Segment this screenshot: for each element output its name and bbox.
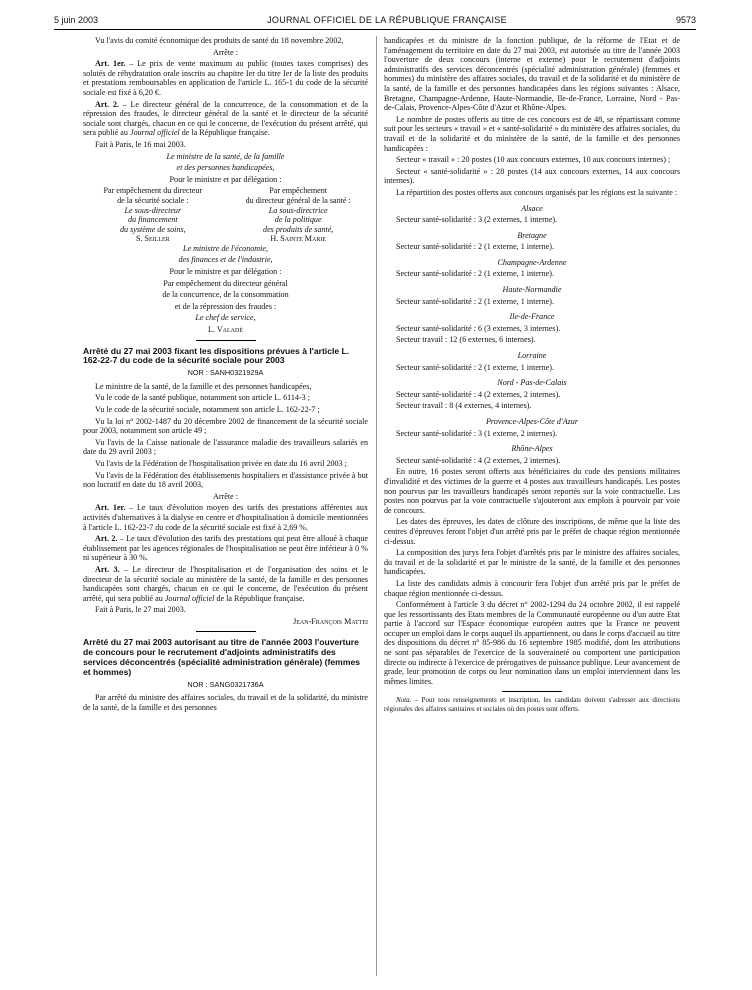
signature-line: du système de soins, (120, 224, 186, 234)
region-allocation: Secteur travail : 8 (4 externes, 4 internes). (396, 401, 532, 411)
page-header (54, 12, 696, 28)
region-allocation: Secteur santé-solidarité : 2 (1 externe, 1 interne). (396, 362, 554, 372)
decree-title: Arrêté du 27 mai 2003 autorisant au titre de l'année 2003 l'ouverture de concours pour le recrutement d'adjoints administratifs des services déconcentrés (spécialité administration générale) (femmes et hommes) (83, 637, 361, 677)
text-paragraph: Les dates des épreuves, les dates de clôture des inscriptions, de même que la liste des centres d'épreuves feront l'objet d'un arrêté pris par le préfet de chaque région mentionnée ci-dessus. (384, 517, 680, 546)
article-paragraph (83, 503, 368, 532)
text-paragraph: Par arrêté du ministre des affaires sociales, du travail et de la solidarité, du ministre de la santé, de la famille et des personnes (83, 693, 368, 712)
text-paragraph: Secteur « travail » : 20 postes (10 aux concours externes, 10 aux concours internes) ; (396, 155, 671, 165)
region-heading: Ile-de-France (509, 312, 555, 322)
region-allocation: Secteur santé-solidarité : 3 (1 externe, 2 internes). (396, 428, 558, 438)
signature-line: Pour le ministre et par délégation : (169, 267, 282, 277)
signature-line: Par empêchement (269, 186, 328, 196)
article-paragraph (83, 100, 368, 138)
nor-reference: NOR : SANH0321929A (187, 368, 264, 378)
region-allocation: Secteur santé-solidarité : 2 (1 externe, 1 interne). (396, 242, 554, 252)
regions-list (384, 204, 680, 466)
signatory-name: H. Sainte Marie (270, 234, 326, 244)
nota-paragraph (384, 696, 680, 713)
signature-line: Le ministre de l'économie, (182, 243, 269, 253)
text-paragraph: Conformément à l'article 3 du décret n° 2002-1294 du 24 octobre 2002, il est rappelé que les ressortissants des Etats membres de la Communauté européenne ou d'un autre Etat partie à l'accord sur l'Espace économique européen autres que la France ne peuvent occuper un emploi dans le corps auquel ils appartiennent, ou dans le corps d'accueil au titre des dispositions du décret n° 85-986 du 16 septembre 1985 modifié, dont les attributions ne sont pas séparables de l'exercice de la souveraineté ou comportent une participation directe ou indirecte à l'exercice de prérogatives de puissance publique. Leur avancement de grade, leur promotion de corps ou leur nomination dans un emploi interviennent dans les mêmes limites. (384, 600, 680, 686)
region-heading: Champagne-Ardenne (497, 257, 567, 267)
region-allocation: Secteur travail : 12 (6 externes, 6 internes). (396, 335, 536, 345)
arrete-heading: Arrête : (213, 491, 238, 501)
section-separator (502, 691, 562, 692)
visa-paragraph: Vu l'avis de la Caisse nationale de l'assurance maladie des travailleurs salariés en date du 29 avril 2003 ; (83, 437, 368, 457)
region-allocation: Secteur santé-solidarité : 4 (2 externes, 2 internes). (396, 389, 561, 399)
text-paragraph: handicapées et du ministre de la fonction publique, de la réforme de l'Etat et de l'aménagement du territoire en date du 27 mai 2003, est autorisée au titre de l'année 2003 l'ouverture de deux concours (interne et externe) pour le recrutement d'adjoints administratifs des services déconcentrés (spécialité administration générale) (femmes et hommes) du ministère des affaires sociales, du travail et de la solidarité et du ministère de la santé, de la famille et des personnes handicapées dans les régions suivantes : Alsace, Bretagne, Champagne-Ardenne, Haute-Normandie, Ile-de-France, Lorraine, Nord - Pas-de-Calais, Provence-Alpes-Côte d'Azur et Rhône-Alpes. (384, 36, 680, 113)
signatory-name: Jean-François Mattei (293, 616, 368, 626)
signature-line: de la sécurité sociale : (117, 195, 189, 205)
text-paragraph: En outre, 16 postes seront offerts aux bénéficiaires du code des pensions militaires d'invalidité et des victimes de la guerre et 4 postes aux travailleurs handicapés. Les postes non pourvus par les travailleurs handicapés seront reportés sur la voie contractuelle. Les postes non pourvus par la voie contractuelle s'ajouteront aux emplois à pourvoir par voie de concours. (384, 467, 680, 515)
visa-paragraph: Vu le code de la sécurité sociale, notamment son article L. 162-22-7 ; (95, 405, 320, 414)
signature-line: Le sous-directeur (124, 205, 182, 215)
text-paragraph: Le nombre de postes offerts au titre de ces concours est de 48, se répartissant comme suit pour les secteurs « travail » et « santé-solidarité » du ministère des affaires sociales, du travail et de la solidarité et du ministère de la santé, de la famille et des personnes handicapées : (384, 114, 680, 153)
text-paragraph: La composition des jurys fera l'objet d'arrêtés pris par le ministre des affaires sociales, du travail et de la solidarité et par le ministre de la santé, de la famille et des personnes handicapées. (384, 548, 680, 577)
nota-text: – Pour tous renseignements et inscription, les candidats doivent s'adresser aux directions régionales des affaires sanitaires et sociales où des postes sont offerts. (384, 696, 680, 713)
article-paragraph (83, 565, 368, 603)
article-text: – Le taux d'évolution des tarifs des prestations qui peut être alloué à chaque établissement par les agences régionales de l'hospitalisation ne peut être inférieur à 0 % ni supérieur à 30 %. (83, 534, 368, 563)
article-label: Art. 2. (95, 534, 118, 544)
signature-line: et de la répression des fraudes : (174, 301, 277, 311)
nor-reference: NOR : SANG0321736A (187, 679, 264, 689)
signature-line: du financement (127, 215, 178, 225)
text-paragraph: La liste des candidats admis à concourir fera l'objet d'un arrêté pris par le préfet de chaque région mentionnée ci-dessus. (384, 578, 680, 598)
article-label: Art. 2. (95, 99, 119, 109)
region-allocation: Secteur santé-solidarité : 2 (1 externe, 1 interne). (396, 269, 554, 279)
header-page-number: 9573 (675, 15, 696, 25)
right-column (384, 36, 680, 715)
article-label: Art. 1er. (95, 503, 126, 513)
arrete-heading: Arrête : (213, 47, 238, 57)
article-paragraph (83, 534, 368, 563)
signature-line: Par empêchement du directeur (103, 186, 203, 196)
signature-line: des finances et de l'industrie, (178, 255, 273, 265)
visa-paragraph: Vu l'avis de la Fédération des établissements hospitaliers et d'assistance privée à but non lucratif en date du 18 avril 2003, (83, 470, 368, 490)
visa-paragraph: Vu le code de la santé publique, notamment son article L. 6114-3 ; (95, 393, 310, 403)
fait-line: Fait à Paris, le 27 mai 2003. (95, 605, 186, 615)
article-paragraph (83, 59, 368, 97)
signature-line: Le chef de service, (195, 313, 256, 323)
region-heading: Lorraine (517, 351, 547, 361)
signature-line: des produits de santé, (263, 224, 334, 234)
region-heading: Provence-Alpes-Côte d'Azur (485, 417, 578, 426)
signature-right (228, 186, 368, 244)
signature-line: de la concurrence, de la consommation (162, 290, 289, 300)
header-rule (54, 29, 696, 30)
column-separator (376, 36, 377, 976)
visa-paragraph: Vu la loi n° 2002-1487 du 20 décembre 2002 de financement de la sécurité sociale pour 2003, notamment son article 49 ; (83, 416, 368, 436)
article-label: Art. 3. (95, 564, 120, 574)
article-text: – Le taux d'évolution moyen des tarifs des prestations afférentes aux activités d'alternatives à la dialyse en centre et d'hospitalisation à domicile mentionnées à l'article L. 162-22-7 du code de la sécurité sociale est fixé à 2,69 %. (83, 503, 368, 532)
signatory-name: S. Seiller (135, 234, 170, 244)
visa-paragraph: Vu l'avis de la Fédération de l'hospitalisation privée en date du 16 avril 2003 ; (95, 458, 347, 468)
region-heading: Nord - Pas-de-Calais (497, 378, 567, 388)
region-allocation: Secteur santé-solidarité : 4 (2 externes, 2 internes). (396, 455, 561, 465)
decree-title: Arrêté du 27 mai 2003 fixant les dispositions prévues à l'article L. 162-22-7 du code de la sécurité sociale pour 2003 (83, 345, 350, 366)
article-label: Art. 1er. (95, 59, 126, 69)
region-heading: Haute-Normandie (502, 285, 562, 295)
article-text: – Le directeur général de la concurrence, de la consommation et de la répression des fraudes, le directeur général de la santé et le directeur de la sécurité sociale sont chargés, chacun en ce qui le concerne, de l'exécution du présent arrêté, qui sera publié au (83, 99, 369, 138)
signature-line: Le ministre de la santé, de la famille (166, 151, 285, 161)
signature-line: de la politique (274, 215, 322, 225)
text-paragraph: La répartition des postes offerts aux concours organisés par les régions est la suivante : (396, 187, 678, 197)
region-heading: Rhône-Alpes (511, 444, 553, 454)
signature-line: et des personnes handicapées, (176, 163, 275, 173)
text-paragraph: Le ministre de la santé, de la famille et des personnes handicapées, (95, 381, 312, 391)
article-text: de la République française. (179, 128, 270, 138)
section-separator (196, 340, 256, 341)
signature-line: du directeur général de la santé : (245, 195, 351, 205)
article-text: – Le directeur de l'hospitalisation et de l'organisation des soins et le directeur de la sécurité sociale au ministère de la santé, de la famille et des personnes handicapées sont chargés, chacun en ce qui le concerne, de l'exécution du présent arrêté, qui sera publié au (83, 564, 368, 603)
journal-ref: Journal officiel (164, 593, 215, 603)
signature-line: Par empêchement du directeur général (163, 278, 288, 288)
article-text: – Le prix de vente maximum au public (toutes taxes comprises) des solutés de réhydratation orale inscrits au chapitre Ier du titre Ier de la liste des produits et prestations remboursables en application de l'article L. 165-1 du code de la sécurité sociale est fixé à 6,20 €. (83, 59, 368, 97)
left-column (83, 36, 368, 714)
signature-line: La sous-directrice (268, 205, 328, 215)
region-allocation: Secteur santé-solidarité : 2 (1 externe, 1 interne). (396, 296, 554, 306)
text-paragraph: Secteur « santé-solidarité » : 28 postes (14 aux concours externes, 14 aux concours internes). (384, 166, 680, 186)
signatory-name: L. Valadé (207, 325, 244, 335)
signature-left (83, 186, 223, 244)
signature-line: Pour le ministre et par délégation : (169, 174, 282, 184)
region-heading: Bretagne (517, 230, 547, 240)
section-separator (196, 631, 256, 632)
signature-block (83, 186, 368, 244)
region-allocation: Secteur santé-solidarité : 6 (3 externes, 3 internes). (396, 323, 561, 333)
article-text: de la République française. (214, 593, 305, 603)
region-allocation: Secteur santé-solidarité : 3 (2 externes, 1 interne). (396, 215, 558, 225)
header-journal-title: JOURNAL OFFICIEL DE LA RÉPUBLIQUE FRANÇAISE (267, 15, 507, 25)
text-paragraph: Vu l'avis du comité économique des produits de santé du 18 novembre 2002, (95, 36, 344, 45)
fait-line: Fait à Paris, le 16 mai 2003. (95, 139, 186, 149)
nota-label: Nota. (396, 696, 412, 705)
journal-ref: Journal officiel (129, 128, 180, 138)
header-date: 5 juin 2003 (54, 15, 99, 25)
region-heading: Alsace (521, 203, 543, 213)
